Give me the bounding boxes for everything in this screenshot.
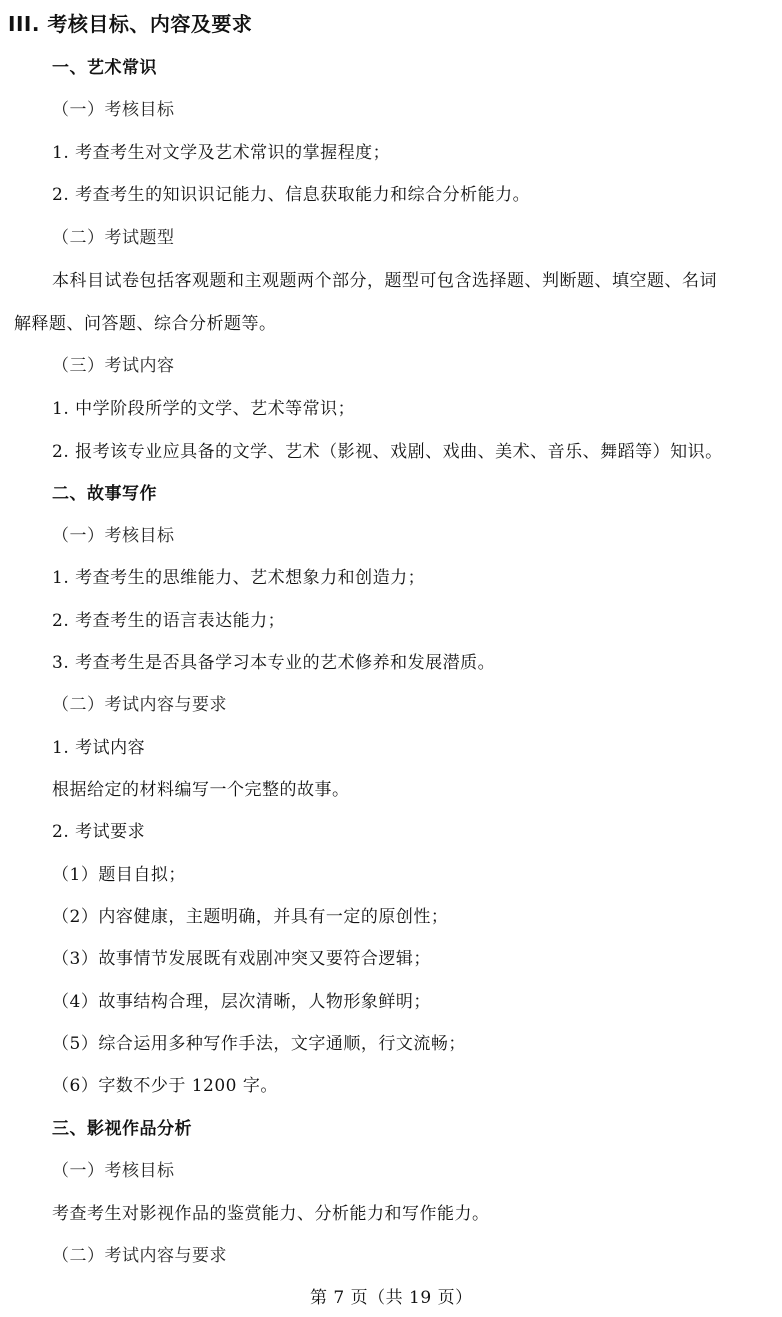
paragraph-line: 考查考生对影视作品的鉴赏能力、分析能力和写作能力。 bbox=[52, 1204, 490, 1224]
list-item: （6）字数不少于 1200 字。 bbox=[52, 1076, 278, 1096]
list-item: （2）内容健康，主题明确，并具有一定的原创性； bbox=[52, 907, 449, 927]
list-item: （1）题目自拟； bbox=[52, 865, 186, 885]
list-item: 1. 考试内容 bbox=[52, 738, 146, 758]
list-item: 1. 中学阶段所学的文学、艺术等常识； bbox=[52, 399, 356, 419]
page-heading: III. 考核目标、内容及要求 bbox=[8, 12, 253, 36]
list-item: （5）综合运用多种写作手法，文字通顺，行文流畅； bbox=[52, 1034, 466, 1054]
list-item: 2. 考试要求 bbox=[52, 822, 146, 842]
list-item: 1. 考查考生的思维能力、艺术想象力和创造力； bbox=[52, 568, 426, 588]
list-item: 1. 考查考生对文学及艺术常识的掌握程度； bbox=[52, 143, 391, 163]
list-item: （3）故事情节发展既有戏剧冲突又要符合逻辑； bbox=[52, 949, 431, 969]
paragraph-line: 解释题、问答题、综合分析题等。 bbox=[14, 314, 277, 334]
subsection-title: （三）考试内容 bbox=[52, 356, 175, 376]
section-title-art-knowledge: 一、艺术常识 bbox=[52, 58, 157, 78]
subsection-title: （一）考核目标 bbox=[52, 100, 175, 120]
subsection-title: （一）考核目标 bbox=[52, 1161, 175, 1181]
subsection-title: （二）考试内容与要求 bbox=[52, 1246, 227, 1266]
list-item: （4）故事结构合理，层次清晰，人物形象鲜明； bbox=[52, 992, 431, 1012]
subsection-title: （二）考试题型 bbox=[52, 228, 175, 248]
section-title-story-writing: 二、故事写作 bbox=[52, 484, 157, 504]
list-item: 3. 考查考生是否具备学习本专业的艺术修养和发展潜质。 bbox=[52, 653, 496, 673]
page-footer: 第 7 页（共 19 页） bbox=[310, 1288, 473, 1308]
section-title-film-analysis: 三、影视作品分析 bbox=[52, 1119, 192, 1139]
list-item: 2. 考查考生的语言表达能力； bbox=[52, 611, 286, 631]
paragraph-line: 根据给定的材料编写一个完整的故事。 bbox=[52, 780, 350, 800]
subsection-title: （二）考试内容与要求 bbox=[52, 695, 227, 715]
list-item: 2. 报考该专业应具备的文学、艺术（影视、戏剧、戏曲、美术、音乐、舞蹈等）知识。 bbox=[52, 442, 723, 462]
subsection-title: （一）考核目标 bbox=[52, 526, 175, 546]
paragraph-line: 本科目试卷包括客观题和主观题两个部分，题型可包含选择题、判断题、填空题、名词 bbox=[52, 271, 717, 291]
list-item: 2. 考查考生的知识识记能力、信息获取能力和综合分析能力。 bbox=[52, 185, 531, 205]
